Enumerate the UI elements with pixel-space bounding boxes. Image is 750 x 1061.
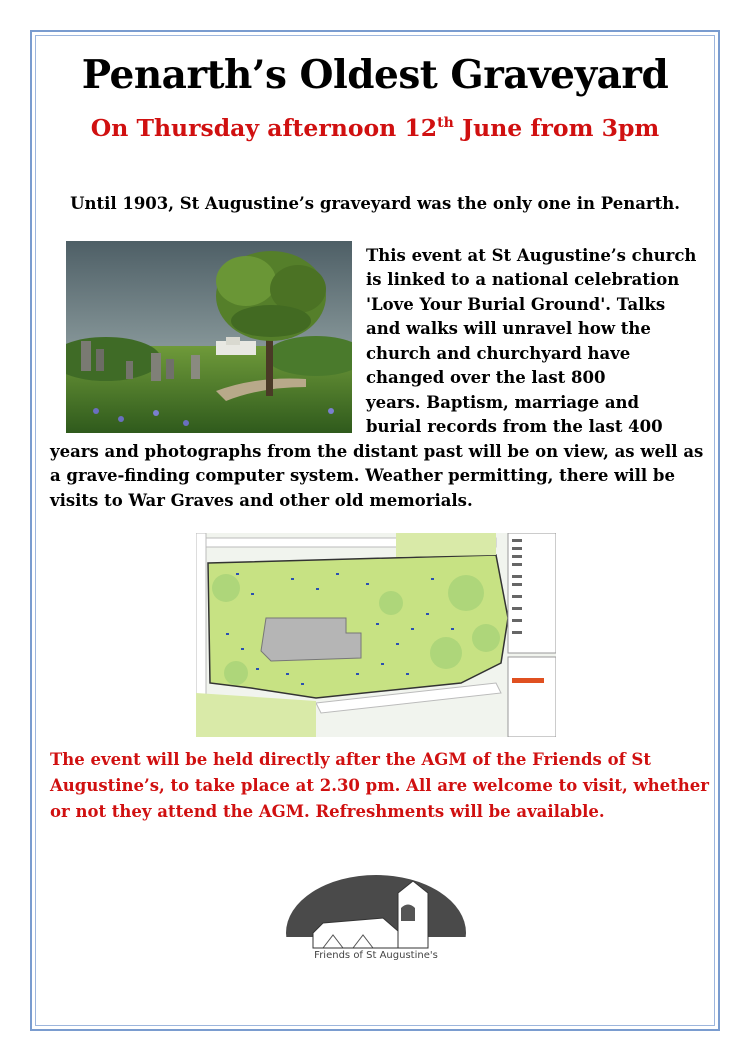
description-line: changed over the last 800 xyxy=(366,368,606,387)
event-date-text: On Thursday afternoon 12 xyxy=(90,114,438,142)
poster-title: Penarth’s Oldest Graveyard xyxy=(81,52,669,98)
notice-line: The event will be held directly after the AGM of the Friends of St xyxy=(50,750,651,769)
church-logo xyxy=(283,873,469,999)
notice-line: Augustine’s, to take place at 2.30 pm. All are welcome to visit, whether xyxy=(50,776,709,795)
graveyard-photo xyxy=(66,241,352,433)
event-date xyxy=(40,114,710,142)
description-line: years and photographs from the distant past will be on view, as well as xyxy=(50,442,704,461)
notice-line: or not they attend the AGM. Refreshments will be available. xyxy=(50,802,605,821)
description-line: a grave-finding computer system. Weather permitting, there will be xyxy=(50,466,675,485)
intro-text: Until 1903, St Augustine’s graveyard was the only one in Penarth. xyxy=(70,194,680,213)
description-line: 'Love Your Burial Ground'. Talks xyxy=(366,295,666,314)
description-line: is linked to a national celebration xyxy=(366,270,680,289)
description-line: and walks will unravel how the xyxy=(366,319,651,338)
logo-caption: Friends of St Augustine's xyxy=(314,950,438,961)
description-line: This event at St Augustine’s church xyxy=(366,246,697,265)
churchyard-map xyxy=(196,533,556,737)
description-line: burial records from the last 400 xyxy=(366,417,663,436)
description-line: years. Baptism, marriage and xyxy=(366,393,640,412)
event-time-text: June from 3pm xyxy=(453,114,660,142)
description-line: church and churchyard have xyxy=(366,344,631,363)
date-suffix: th xyxy=(437,115,454,132)
description-line: visits to War Graves and other old memorials. xyxy=(50,491,473,510)
